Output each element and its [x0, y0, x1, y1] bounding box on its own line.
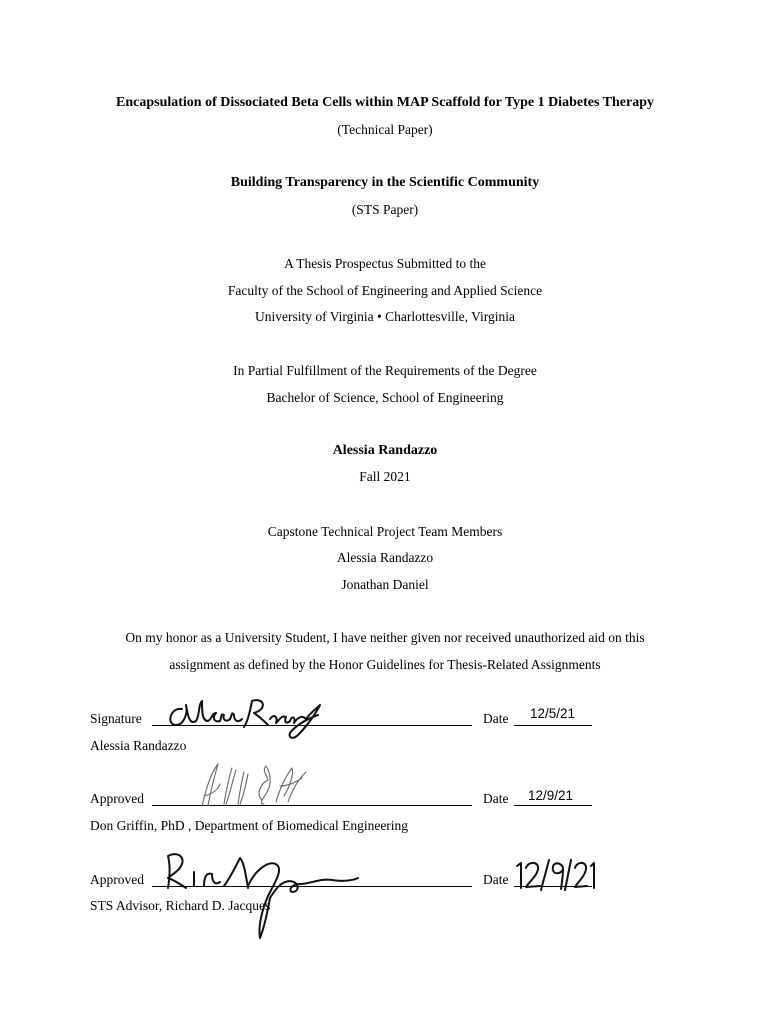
student-signature-icon [160, 695, 330, 743]
sts-paper-subtitle: (STS Paper) [351, 202, 419, 217]
technical-paper-subtitle: (Technical Paper) [337, 122, 433, 137]
approved-label: Approved [90, 872, 144, 887]
date-label: Date [483, 872, 509, 887]
author-name: Alessia Randazzo [332, 443, 438, 458]
student-signature-date: 12/5/21 [530, 706, 576, 721]
submission-line-2: Faculty of the School of Engineering and Applied Science [227, 283, 543, 298]
advisor-approval-date: 12/9/21 [528, 788, 574, 803]
student-printed-name: Alessia Randazzo [90, 738, 187, 753]
team-heading: Capstone Technical Project Team Members [267, 524, 503, 539]
date-line [514, 725, 592, 726]
honor-pledge-line-1: On my honor as a University Student, I have neither given nor received unauthorized aid on this [125, 630, 645, 645]
sts-advisor-printed-name: STS Advisor, Richard D. Jacques [90, 898, 271, 913]
sts-paper-title: Building Transparency in the Scientific Community [230, 175, 540, 190]
submission-line-1: A Thesis Prospectus Submitted to the [284, 256, 486, 271]
fulfillment-line-2: Bachelor of Science, School of Engineering [266, 390, 504, 405]
technical-paper-title: Encapsulation of Dissociated Beta Cells within MAP Scaffold for Type 1 Diabetes Therapy [116, 95, 654, 110]
submission-line-3: University of Virginia • Charlottesville, Virginia [254, 309, 516, 324]
signature-label: Signature [90, 711, 142, 726]
advisor-printed-name: Don Griffin, PhD , Department of Biomedical Engineering [90, 818, 409, 833]
date-label: Date [483, 711, 509, 726]
date-label: Date [483, 791, 509, 806]
author-term: Fall 2021 [359, 469, 411, 484]
fulfillment-line-1: In Partial Fulfillment of the Requirements of the Degree [233, 363, 537, 378]
handwritten-date-icon [515, 858, 597, 892]
honor-pledge-line-2: assignment as defined by the Honor Guidelines for Thesis-Related Assignments [169, 657, 601, 672]
advisor-signature-icon [196, 760, 316, 810]
sts-advisor-signature-icon [160, 848, 360, 944]
date-line [514, 805, 592, 806]
team-member: Alessia Randazzo [336, 550, 434, 565]
team-member: Jonathan Daniel [341, 577, 429, 592]
approved-label: Approved [90, 791, 144, 806]
